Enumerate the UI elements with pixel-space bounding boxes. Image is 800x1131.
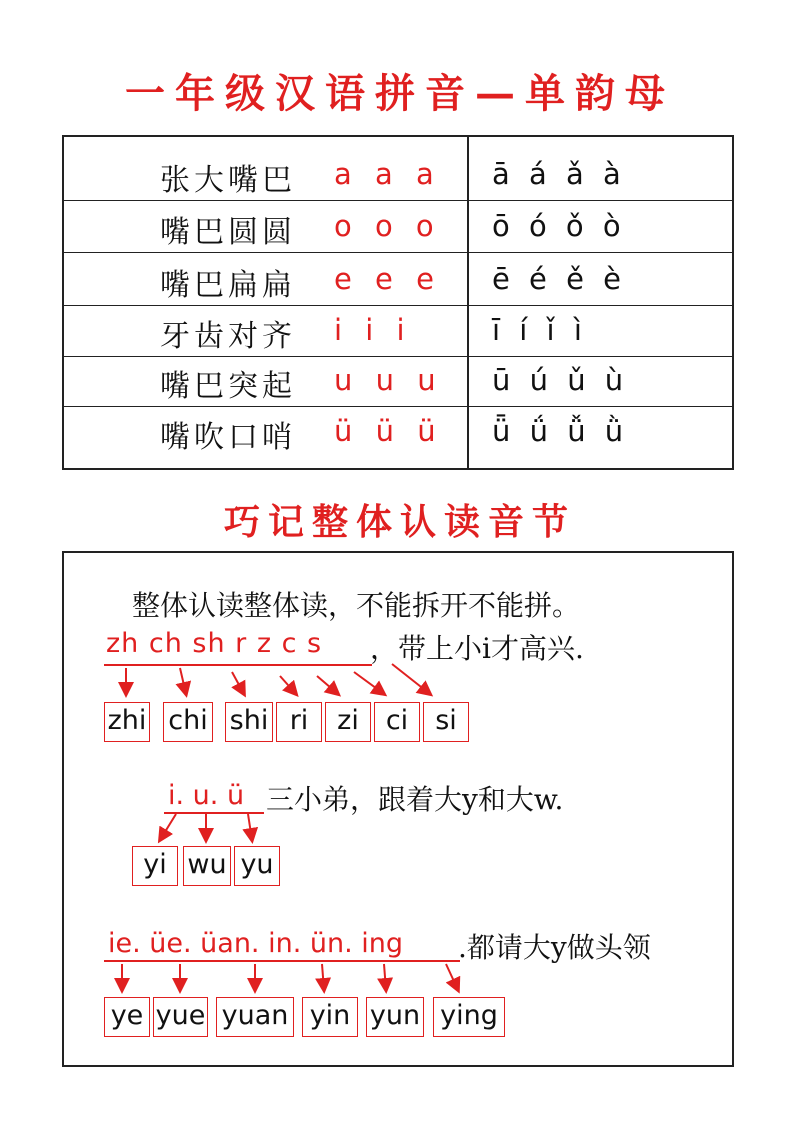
syllable-card: yun xyxy=(366,997,424,1037)
arrow xyxy=(180,668,186,694)
syllable-card: zhi xyxy=(104,702,150,742)
vowel-letters: e e e xyxy=(334,262,434,296)
initials-group1: zh ch sh r z c s xyxy=(106,628,323,659)
arrow xyxy=(280,676,296,694)
vowel-tones: ō ó ǒ ò xyxy=(492,209,621,243)
syllable-card: chi xyxy=(163,702,213,742)
syllable-card: si xyxy=(423,702,469,742)
vowel-tones: ē é ě è xyxy=(492,262,622,296)
vowel-description: 嘴巴圆圆 xyxy=(160,215,296,250)
arrow xyxy=(248,814,252,840)
group1-text: ，带上小i才高兴. xyxy=(370,632,584,665)
syllable-card: ri xyxy=(276,702,322,742)
vowel-tones: ǖ ǘ ǚ ǜ xyxy=(492,414,624,448)
syllable-card: yu xyxy=(234,846,280,886)
group3-text: .都请大y做头领 xyxy=(458,931,651,964)
vowel-description: 嘴吹口哨 xyxy=(160,420,296,455)
vowel-tones: ū ú ǔ ù xyxy=(492,363,624,397)
vowel-letters: a a a xyxy=(334,157,434,191)
page-title: 一年级汉语拼音—单韵母 xyxy=(125,70,675,117)
arrow xyxy=(160,814,176,840)
finals-group3: ie. üe. üan. in. ün. ing xyxy=(108,928,404,959)
syllable-card: zi xyxy=(325,702,371,742)
arrow xyxy=(384,964,386,990)
vowel-letters: i i i xyxy=(334,313,405,347)
group2-text: 三小弟，跟着大y和大w. xyxy=(266,783,564,816)
arrow xyxy=(354,672,384,694)
syllable-card: yuan xyxy=(216,997,294,1037)
syllable-card: ye xyxy=(104,997,150,1037)
arrow xyxy=(232,672,244,694)
syllable-card: yin xyxy=(302,997,358,1037)
syllable-card: ying xyxy=(433,997,505,1037)
syllable-card: wu xyxy=(183,846,231,886)
section-title: 巧记整体认读音节 xyxy=(223,501,576,543)
syllable-card: yue xyxy=(153,997,208,1037)
arrow xyxy=(446,964,458,990)
vowel-description: 嘴巴扁扁 xyxy=(160,268,296,303)
intro-text: 整体认读整体读，不能拆开不能拼。 xyxy=(132,589,581,622)
syllable-card: ci xyxy=(374,702,420,742)
syllable-card: yi xyxy=(132,846,178,886)
vowel-description: 张大嘴巴 xyxy=(160,163,296,198)
vowel-letters: o o o xyxy=(334,209,434,243)
arrow xyxy=(317,676,338,694)
vowel-letters: ü ü ü xyxy=(334,414,436,448)
arrow xyxy=(392,664,430,694)
vowel-letters: u u u xyxy=(334,363,436,397)
vowel-tones: ī í ǐ ì xyxy=(492,313,582,347)
vowel-tones: ā á ǎ à xyxy=(492,157,621,191)
vowel-description: 牙齿对齐 xyxy=(160,319,296,354)
syllable-card: shi xyxy=(225,702,273,742)
arrow xyxy=(322,964,324,990)
vowels-group2: i. u. ü xyxy=(168,780,245,811)
vowel-description: 嘴巴突起 xyxy=(160,369,296,404)
